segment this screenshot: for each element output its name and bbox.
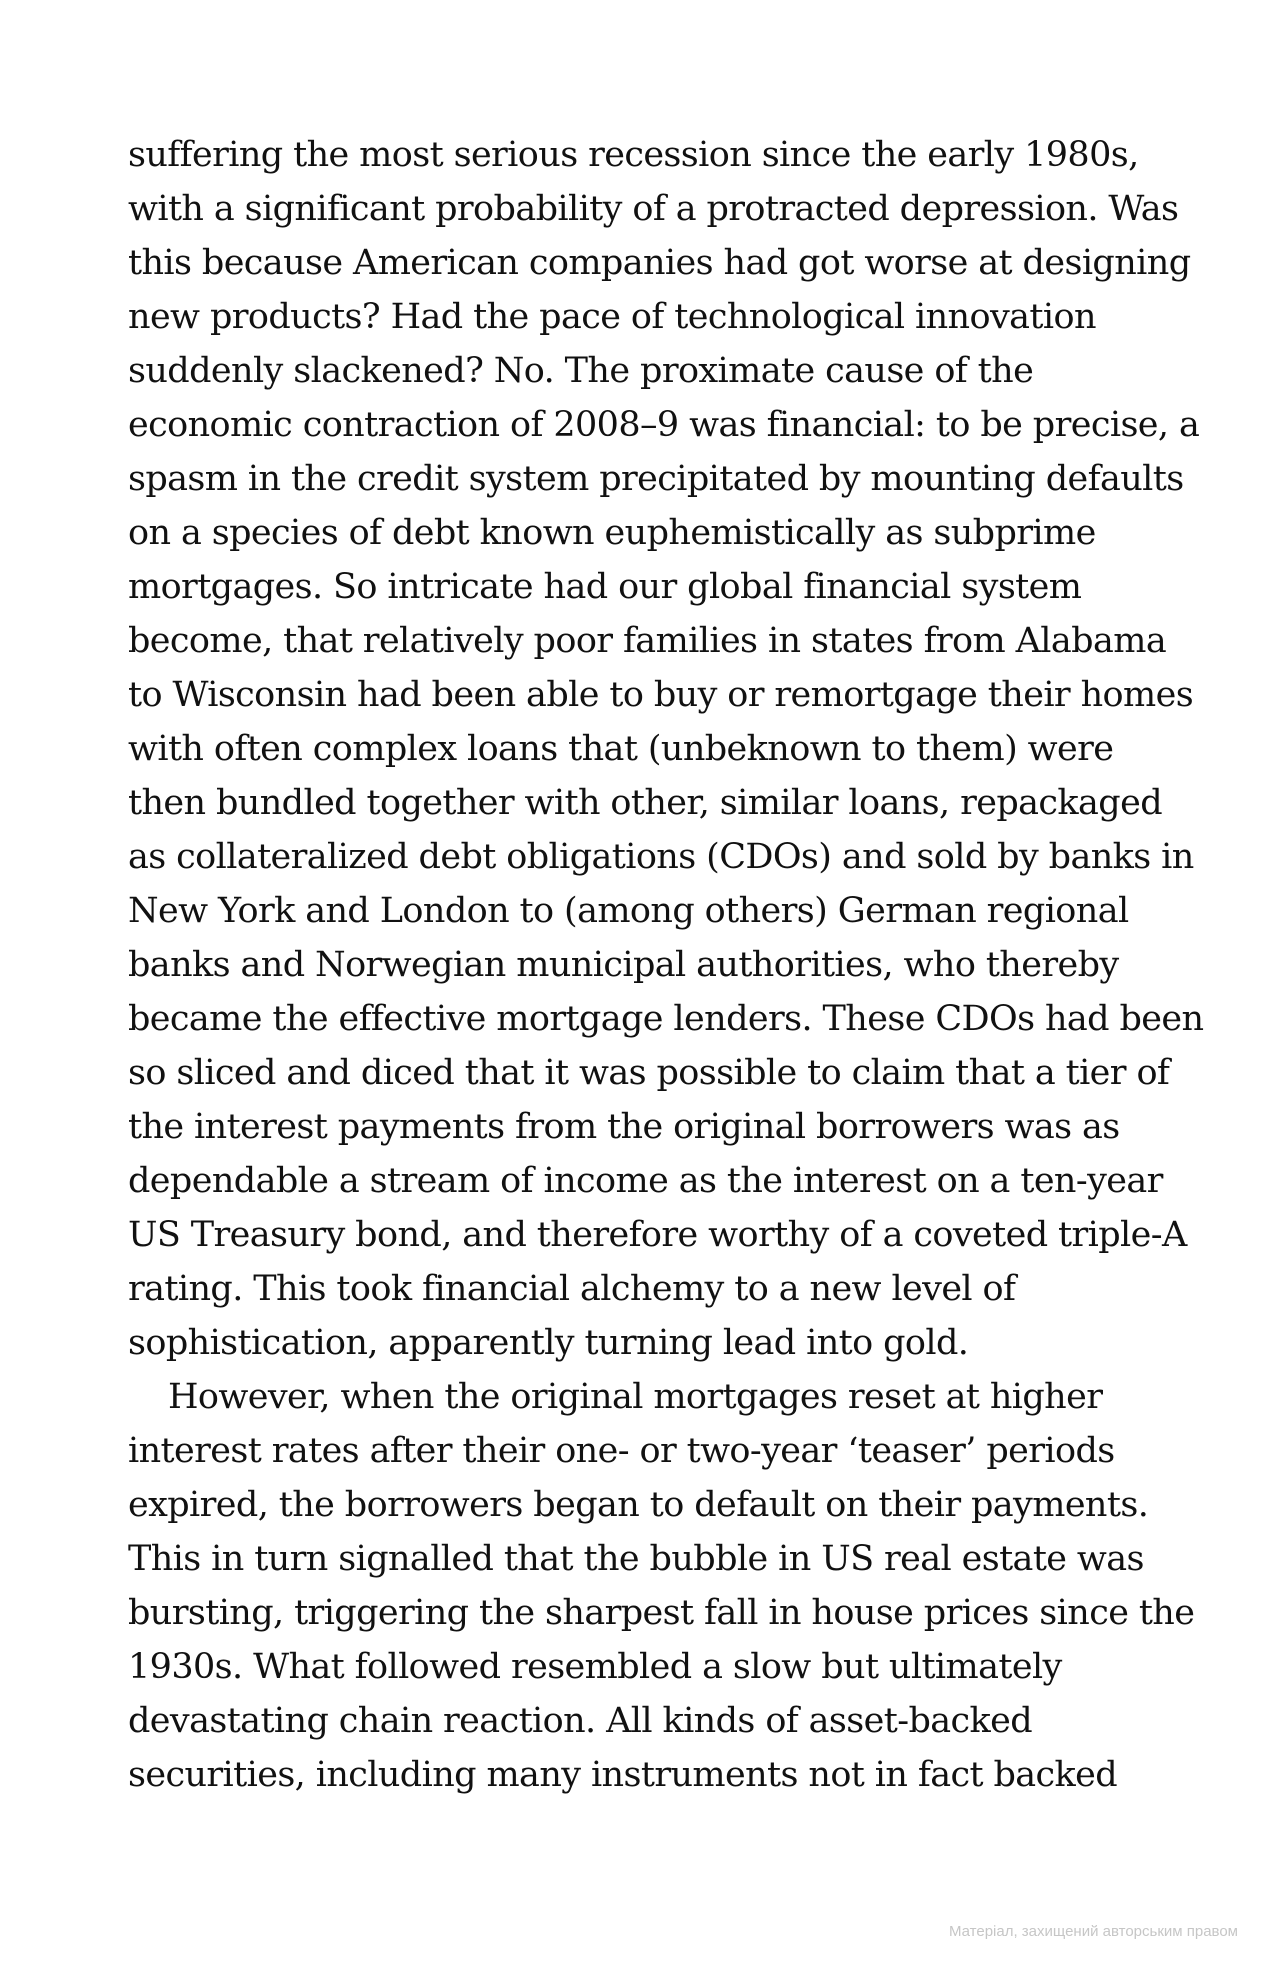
text-line: economic contraction of 2008–9 was financial: to be precise, a <box>128 405 1200 445</box>
text-line: as collateralized debt obligations (CDOs) and sold by banks in <box>128 837 1194 877</box>
text-line: new products? Had the pace of technological innovation <box>128 297 1096 337</box>
text-line: This in turn signalled that the bubble in US real estate was <box>128 1539 1144 1579</box>
text-line: mortgages. So intricate had our global financial system <box>128 567 1082 607</box>
text-line: to Wisconsin had been able to buy or remortgage their homes <box>128 675 1194 715</box>
text-line: then bundled together with other, similar loans, repackaged <box>128 783 1163 823</box>
body-text <box>128 128 1204 1802</box>
text-line: expired, the borrowers began to default on their payments. <box>128 1485 1149 1525</box>
copyright-watermark: Матеріал, захищений авторським правом <box>948 1923 1238 1940</box>
text-line: this because American companies had got worse at designing <box>128 243 1191 283</box>
text-line: sophistication, apparently turning lead into gold. <box>128 1323 969 1363</box>
text-line: with often complex loans that (unbeknown to them) were <box>128 729 1114 769</box>
text-line: 1930s. What followed resembled a slow but ultimately <box>128 1647 1062 1687</box>
text-line: with a significant probability of a protracted depression. Was <box>128 189 1179 229</box>
paragraph-first-line: However, when the original mortgages reset at higher <box>168 1377 1103 1417</box>
text-line: became the effective mortgage lenders. These CDOs had been <box>128 999 1204 1039</box>
text-line: devastating chain reaction. All kinds of asset-backed <box>128 1701 1033 1741</box>
text-line: rating. This took financial alchemy to a new level of <box>128 1269 1016 1309</box>
text-line: the interest payments from the original borrowers was as <box>128 1107 1120 1147</box>
text-line: become, that relatively poor families in states from Alabama <box>128 621 1167 661</box>
text-line: suddenly slackened? No. The proximate cause of the <box>128 351 1034 391</box>
text-line: securities, including many instruments not in fact backed <box>128 1755 1118 1795</box>
text-line: bursting, triggering the sharpest fall in house prices since the <box>128 1593 1195 1633</box>
text-line: New York and London to (among others) German regional <box>128 891 1129 931</box>
text-line: spasm in the credit system precipitated by mounting defaults <box>128 459 1184 499</box>
text-line: US Treasury bond, and therefore worthy of a coveted triple-A <box>128 1215 1187 1255</box>
text-line: banks and Norwegian municipal authorities, who thereby <box>128 945 1119 985</box>
text-line: so sliced and diced that it was possible to claim that a tier of <box>128 1053 1170 1093</box>
text-line: suffering the most serious recession since the early 1980s, <box>128 135 1139 175</box>
text-line: dependable a stream of income as the interest on a ten-year <box>128 1161 1163 1201</box>
text-line: on a species of debt known euphemistically as subprime <box>128 513 1096 553</box>
text-line: interest rates after their one- or two-year ‘teaser’ periods <box>128 1431 1115 1471</box>
